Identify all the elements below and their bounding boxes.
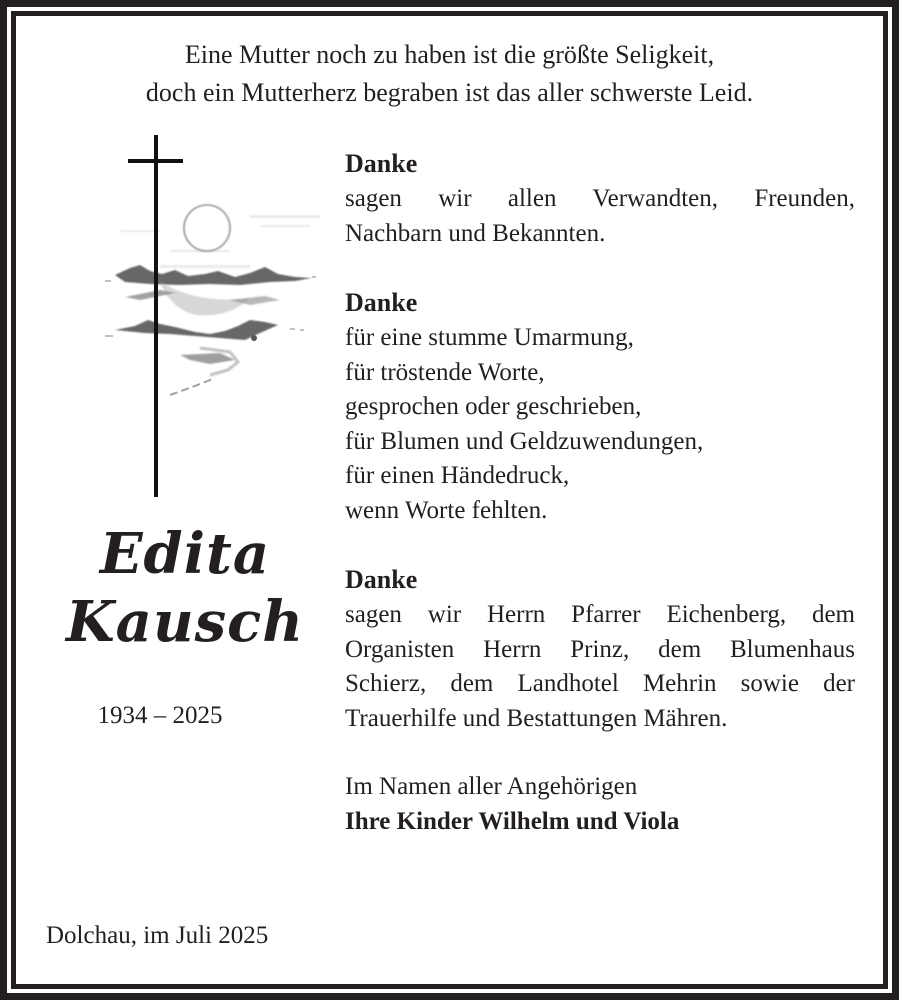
section-line: sagen wir Herrn Pfarrer Eichenberg, dem <box>345 601 855 628</box>
section-line: Nachbarn und Bekannten. <box>345 219 606 247</box>
signoff-line: Im Namen aller Angehörigen <box>345 773 638 800</box>
section-line: gesprochen oder geschrieben, <box>345 393 642 420</box>
section-line: für eine stumme Umarmung, <box>345 324 634 351</box>
section-heading: Danke <box>345 149 418 178</box>
thanks-column <box>345 146 855 839</box>
signoff-names: Ihre Kinder Wilhelm und Viola <box>345 807 680 835</box>
deceased-name <box>40 520 330 656</box>
section-line: für tröstende Worte, <box>345 358 545 386</box>
section-heading: Danke <box>345 565 418 594</box>
section-line: für einen Händedruck, <box>345 462 570 489</box>
place-and-date: Dolchau, im Juli 2025 <box>46 922 269 949</box>
section-heading: Danke <box>345 288 418 317</box>
section-line: Organisten Herrn Prinz, dem Blumenhaus <box>345 635 855 663</box>
signoff <box>345 770 855 839</box>
section-line: Trauerhilfe und Bestattungen Mähren. <box>345 704 728 732</box>
deceased-last-name: Kausch <box>65 589 304 655</box>
motto <box>0 36 899 112</box>
thanks-section-relatives <box>345 146 855 251</box>
section-line: sagen wir allen Verwandten, Freunden, <box>345 185 855 212</box>
deceased-first-name: Edita <box>99 521 271 587</box>
thanks-section-services <box>345 562 855 736</box>
motto-line: Eine Mutter noch zu haben ist die größte Seligkeit, <box>184 40 715 69</box>
motto-line: doch ein Mutterherz begraben ist das aller schwerste Leid. <box>145 78 754 107</box>
section-line: wenn Worte fehlten. <box>345 496 548 524</box>
thanks-section-gestures <box>345 285 855 528</box>
section-line: Schierz, dem Landhotel Mehrin sowie der <box>345 670 855 697</box>
cross-with-moon-landscape-icon <box>100 130 330 510</box>
life-years: 1934 – 2025 <box>97 702 223 729</box>
section-line: für Blumen und Geldzuwendungen, <box>345 427 704 455</box>
